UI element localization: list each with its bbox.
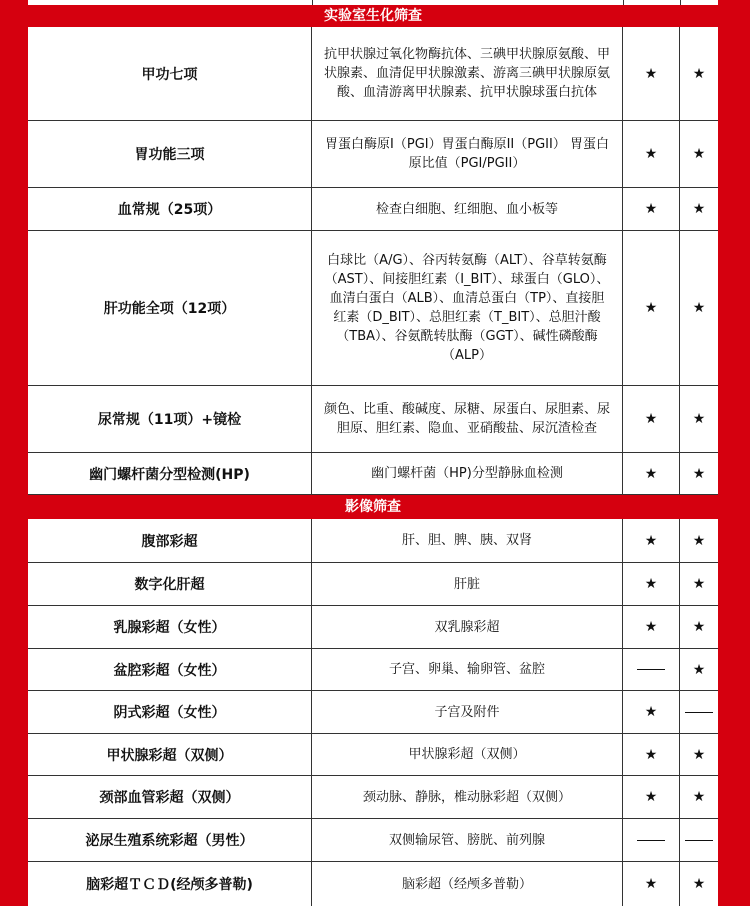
table-row	[28, 862, 718, 906]
plan-a-mark: ★	[623, 188, 680, 230]
item-description: 颈动脉、静脉，椎动脉彩超（双侧）	[312, 776, 623, 818]
item-name: 阴式彩超（女性）	[28, 691, 312, 733]
item-name: 胃功能三项	[28, 121, 312, 187]
plan-b-mark	[680, 691, 718, 733]
item-name: 脑彩超ＴＣＤ(经颅多普勒)	[28, 862, 312, 906]
table-row	[28, 734, 718, 776]
plan-b-mark: ★	[692, 146, 706, 162]
plan-a-mark: ★	[623, 862, 680, 906]
section-header: 实验室生化筛查	[28, 5, 718, 27]
not-included-dash	[637, 840, 665, 841]
table-row	[28, 776, 718, 819]
table-row	[28, 519, 718, 563]
not-included-dash	[685, 712, 713, 713]
item-description: 幽门螺杆菌（HP)分型静脉血检测	[312, 453, 623, 494]
plan-a-mark: ★	[623, 734, 680, 775]
plan-b-mark: ★	[692, 201, 706, 217]
item-description: 抗甲状腺过氧化物酶抗体、三碘甲状腺原氨酸、甲状腺素、血清促甲状腺激素、游离三碘甲状腺原氨酸、血清游离甲状腺素、抗甲状腺球蛋白抗体	[312, 27, 623, 120]
table-row	[28, 819, 718, 862]
table-row	[28, 606, 718, 649]
plan-b-mark: ★	[692, 746, 706, 763]
plan-a-mark: ★	[623, 27, 680, 120]
plan-b-mark: ★	[692, 789, 706, 805]
plan-a-mark: ★	[623, 776, 680, 818]
plan-a-mark: ★	[623, 453, 680, 494]
plan-b-mark: ★	[692, 65, 706, 82]
table-row	[28, 27, 718, 121]
plan-a-mark: ★	[623, 519, 680, 562]
table-row	[28, 649, 718, 691]
plan-b-mark: ★	[692, 411, 706, 427]
plan-a-mark	[623, 819, 680, 861]
item-description: 肝脏	[312, 563, 623, 605]
table-row	[28, 386, 718, 453]
item-name: 幽门螺杆菌分型检测(HP)	[28, 453, 312, 494]
item-name: 乳腺彩超（女性）	[28, 606, 312, 648]
plan-a-mark: ★	[623, 563, 680, 605]
item-description: 脑彩超（经颅多普勒）	[312, 862, 623, 906]
item-name: 甲状腺彩超（双侧）	[28, 734, 312, 775]
plan-b-mark	[680, 819, 718, 861]
item-name: 甲功七项	[28, 27, 312, 120]
plan-a-mark: ★	[623, 691, 680, 733]
item-description: 白球比（A/G）、谷丙转氨酶（ALT）、谷草转氨酶（AST）、间接胆红素（I_BIT）、球蛋白（GLO）、血清白蛋白（ALB）、血清总蛋白（TP）、直接胆红素（D_BIT）、总胆红素（T_BIT）、总胆汁酸（TBA）、谷氨酰转肽酶（GGT）、碱性磷酸酶（ALP）	[312, 231, 623, 385]
item-description: 双乳腺彩超	[312, 606, 623, 648]
plan-a-mark: ★	[623, 386, 680, 452]
item-description: 颜色、比重、酸碱度、尿糖、尿蛋白、尿胆素、尿胆原、胆红素、隐血、亚硝酸盐、尿沉渣检查	[312, 386, 623, 452]
table-row	[28, 121, 718, 188]
item-name: 数字化肝超	[28, 563, 312, 605]
plan-b-mark: ★	[692, 876, 706, 892]
table-row	[28, 691, 718, 734]
section-header: 影像筛查	[28, 495, 718, 519]
item-name: 肝功能全项（12项）	[28, 231, 312, 385]
table-row	[28, 563, 718, 606]
plan-a-mark	[623, 649, 680, 690]
item-description: 双侧输尿管、膀胱、前列腺	[312, 819, 623, 861]
item-description: 检查白细胞、红细胞、血小板等	[312, 188, 623, 230]
item-description: 胃蛋白酶原I（PGI）胃蛋白酶原II（PGII） 胃蛋白原比值（PGI/PGII）	[312, 121, 623, 187]
item-description: 肝、胆、脾、胰、双肾	[312, 519, 623, 562]
item-name: 颈部血管彩超（双侧）	[28, 776, 312, 818]
not-included-dash	[637, 669, 665, 670]
table-row	[28, 188, 718, 231]
plan-b-mark: ★	[692, 465, 706, 482]
item-name: 泌尿生殖系统彩超（男性）	[28, 819, 312, 861]
plan-b-mark: ★	[692, 619, 706, 635]
table-row	[28, 231, 718, 386]
item-description: 子宫及附件	[312, 691, 623, 733]
plan-b-mark: ★	[692, 300, 706, 316]
table-row	[28, 453, 718, 495]
item-name: 盆腔彩超（女性）	[28, 649, 312, 690]
item-name: 血常规（25项）	[28, 188, 312, 230]
item-description: 甲状腺彩超（双侧）	[312, 734, 623, 775]
plan-b-mark: ★	[692, 532, 706, 549]
item-description: 子宫、卵巢、输卵管、盆腔	[312, 649, 623, 690]
plan-a-mark: ★	[623, 231, 680, 385]
item-name: 尿常规（11项）+镜检	[28, 386, 312, 452]
not-included-dash	[685, 840, 713, 841]
item-name: 腹部彩超	[28, 519, 312, 562]
plan-b-mark: ★	[692, 576, 706, 592]
plan-a-mark: ★	[623, 121, 680, 187]
plan-a-mark: ★	[623, 606, 680, 648]
plan-b-mark: ★	[692, 661, 706, 678]
